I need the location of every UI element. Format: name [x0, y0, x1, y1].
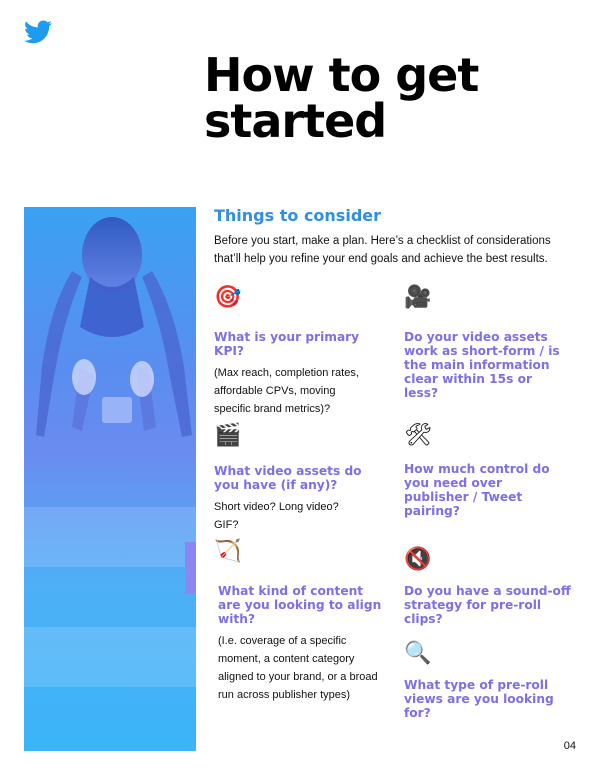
checklist-item-primary-kpi [214, 284, 374, 418]
checklist-item-sound-off [404, 546, 574, 626]
item-question: Do you have a sound-off strategy for pre-roll clips? [404, 584, 571, 626]
checklist-item-publisher-control [404, 422, 554, 518]
checklist-item-pre-roll-views [404, 640, 564, 720]
item-question: How much control do you need over publisher / Tweet pairing? [404, 462, 550, 518]
sprinter-photo [24, 207, 196, 751]
muted-speaker-icon: 🔇 [404, 546, 432, 571]
item-answer: (Max reach, completion rates, affordable CPVs, moving specific brand metrics)? [214, 367, 359, 415]
item-question: What kind of content are you looking to align with? [218, 584, 382, 626]
item-question: What is your primary KPI? [214, 330, 360, 358]
tools-icon: 🛠 [404, 422, 432, 447]
checklist-item-video-assets-short-form [404, 284, 564, 400]
item-answer: (I.e. coverage of a specific moment, a content category aligned to your brand, or a broad run across publisher types) [218, 635, 378, 701]
clapper-board-icon: 🎬 [214, 422, 242, 447]
movie-camera-icon: 🎥 [404, 284, 432, 309]
item-question: What video assets do you have (if any)? [214, 464, 362, 492]
item-answer: Short video? Long video? GIF? [214, 501, 339, 531]
item-question: What type of pre-roll views are you looking for? [404, 678, 554, 720]
target-icon: 🎯 [214, 284, 242, 309]
checklist-item-video-assets-have [214, 422, 364, 534]
bow-and-arrow-icon: 🏹 [214, 538, 242, 563]
magnifying-glass-icon: 🔍 [404, 640, 432, 665]
section-title: Things to consider [214, 206, 382, 225]
page-number: 04 [563, 740, 576, 752]
intro-text: Before you start, make a plan. Here’s a checklist of considerations that’ll help you refine your end goals and achieve the best results. [214, 235, 551, 265]
checklist-item-content-alignment [214, 538, 384, 704]
photo-edge-tab [185, 542, 196, 594]
title-line-2: started [204, 94, 387, 148]
page-title [204, 48, 479, 148]
title-line-1: How to get [204, 48, 479, 102]
twitter-bird-icon [24, 20, 52, 44]
item-question: Do your video assets work as short-form / is the main information clear within 15s or less? [404, 330, 560, 400]
